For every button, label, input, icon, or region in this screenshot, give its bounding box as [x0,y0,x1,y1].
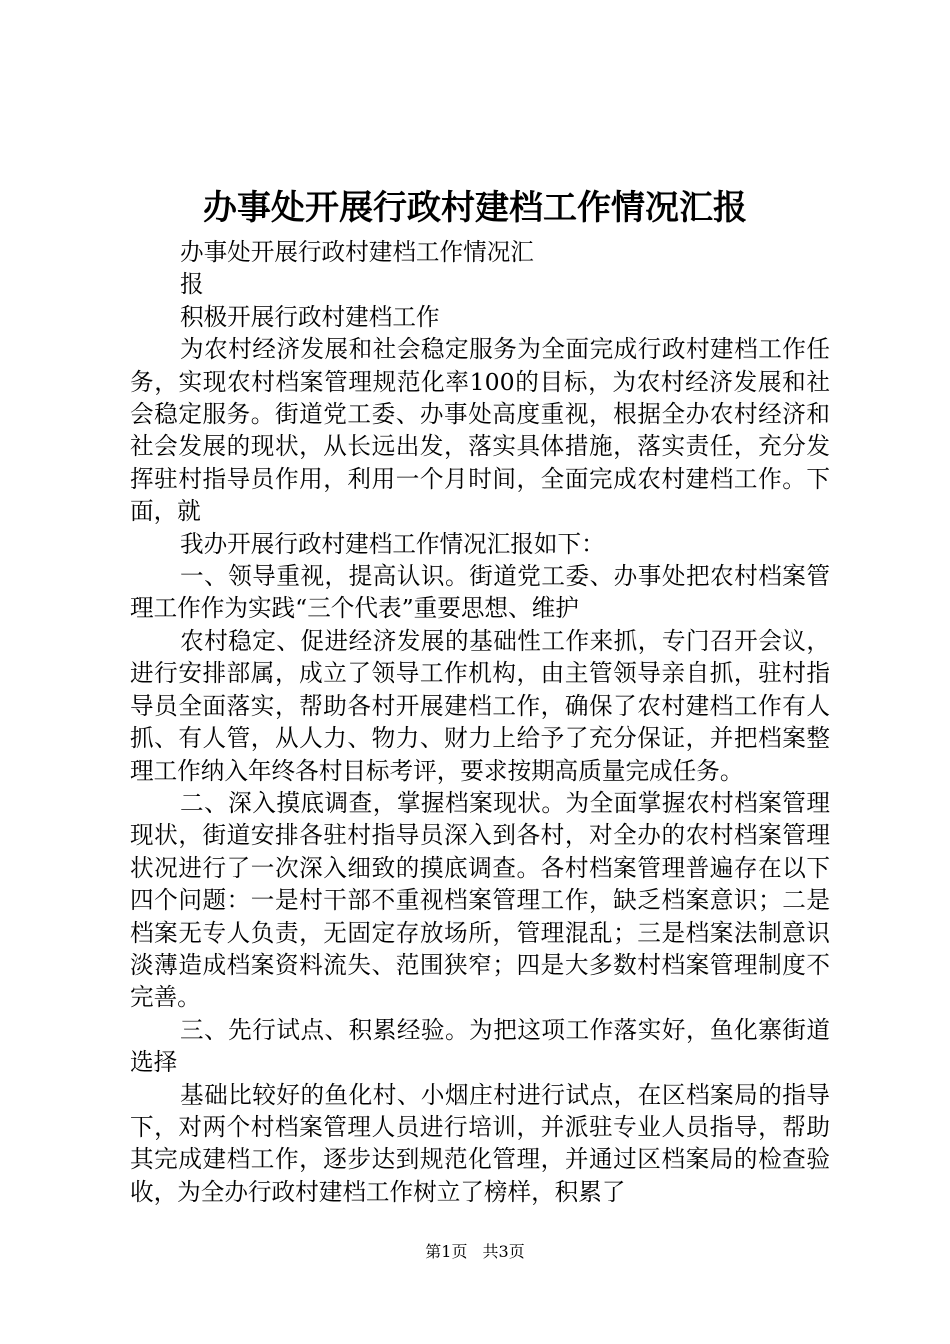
page-total: 共3页 [482,1242,525,1261]
paragraph: 积极开展行政村建档工作 [180,302,440,331]
paragraph: 一、领导重视，提高认识。街道党工委、办事处把农村档案管理工作作为实践“三个代表”重要思想、维护 [130,562,830,623]
paragraph: 三、先行试点、积累经验。为把这项工作落实好，鱼化寨街道选择 [130,1015,830,1077]
paragraph: 报 [180,270,204,299]
paragraph: 办事处开展行政村建档工作情况汇 [180,238,534,266]
paragraph: 为农村经济发展和社会稳定服务为全面完成行政村建档工作任务，实现农村档案管理规范化率100的目标，为农村经济发展和社会稳定服务。街道党工委、办事处高度重视，根据全办农村经济和社会发展的现状，从长远出发，落实具体措施，落实责任，充分发挥驻村指导员作用，利用一个月时间，全面完成农村建档工作。下面，就 [130,335,830,526]
page-number: 第1页 [425,1242,468,1261]
paragraph: 农村稳定、促进经济发展的基础性工作来抓，专门召开会议，进行安排部属，成立了领导工作机构，由主管领导亲自抓，驻村指导员全面落实，帮助各村开展建档工作，确保了农村建档工作有人抓、有人管，从人力、物力、财力上给予了充分保证，并把档案整理工作纳入年终各村目标考评，要求按期高质量完成任务。 [130,626,830,785]
paragraph: 基础比较好的鱼化村、小烟庄村进行试点，在区档案局的指导下，对两个村档案管理人员进行培训，并派驻专业人员指导，帮助其完成建档工作，逐步达到规范化管理，并通过区档案局的检查验收，为全办行政村建档工作树立了榜样，积累了 [130,1080,830,1206]
document-title: 办事处开展行政村建档工作情况汇报 [203,188,747,228]
document-body [130,236,830,1208]
paragraph: 我办开展行政村建档工作情况汇报如下： [180,529,605,558]
page-footer [0,1240,950,1264]
paragraph: 二、深入摸底调查，掌握档案现状。为全面掌握农村档案管理现状，街道安排各驻村指导员深入到各村，对全办的农村档案管理状况进行了一次深入细致的摸底调查。各村档案管理普遍存在以下四个问题：一是村干部不重视档案管理工作，缺乏档案意识；二是档案无专人负责，无固定存放场所，管理混乱；三是档案法制意识淡薄造成档案资料流失、范围狭窄；四是大多数村档案管理制度不完善。 [130,788,830,1012]
